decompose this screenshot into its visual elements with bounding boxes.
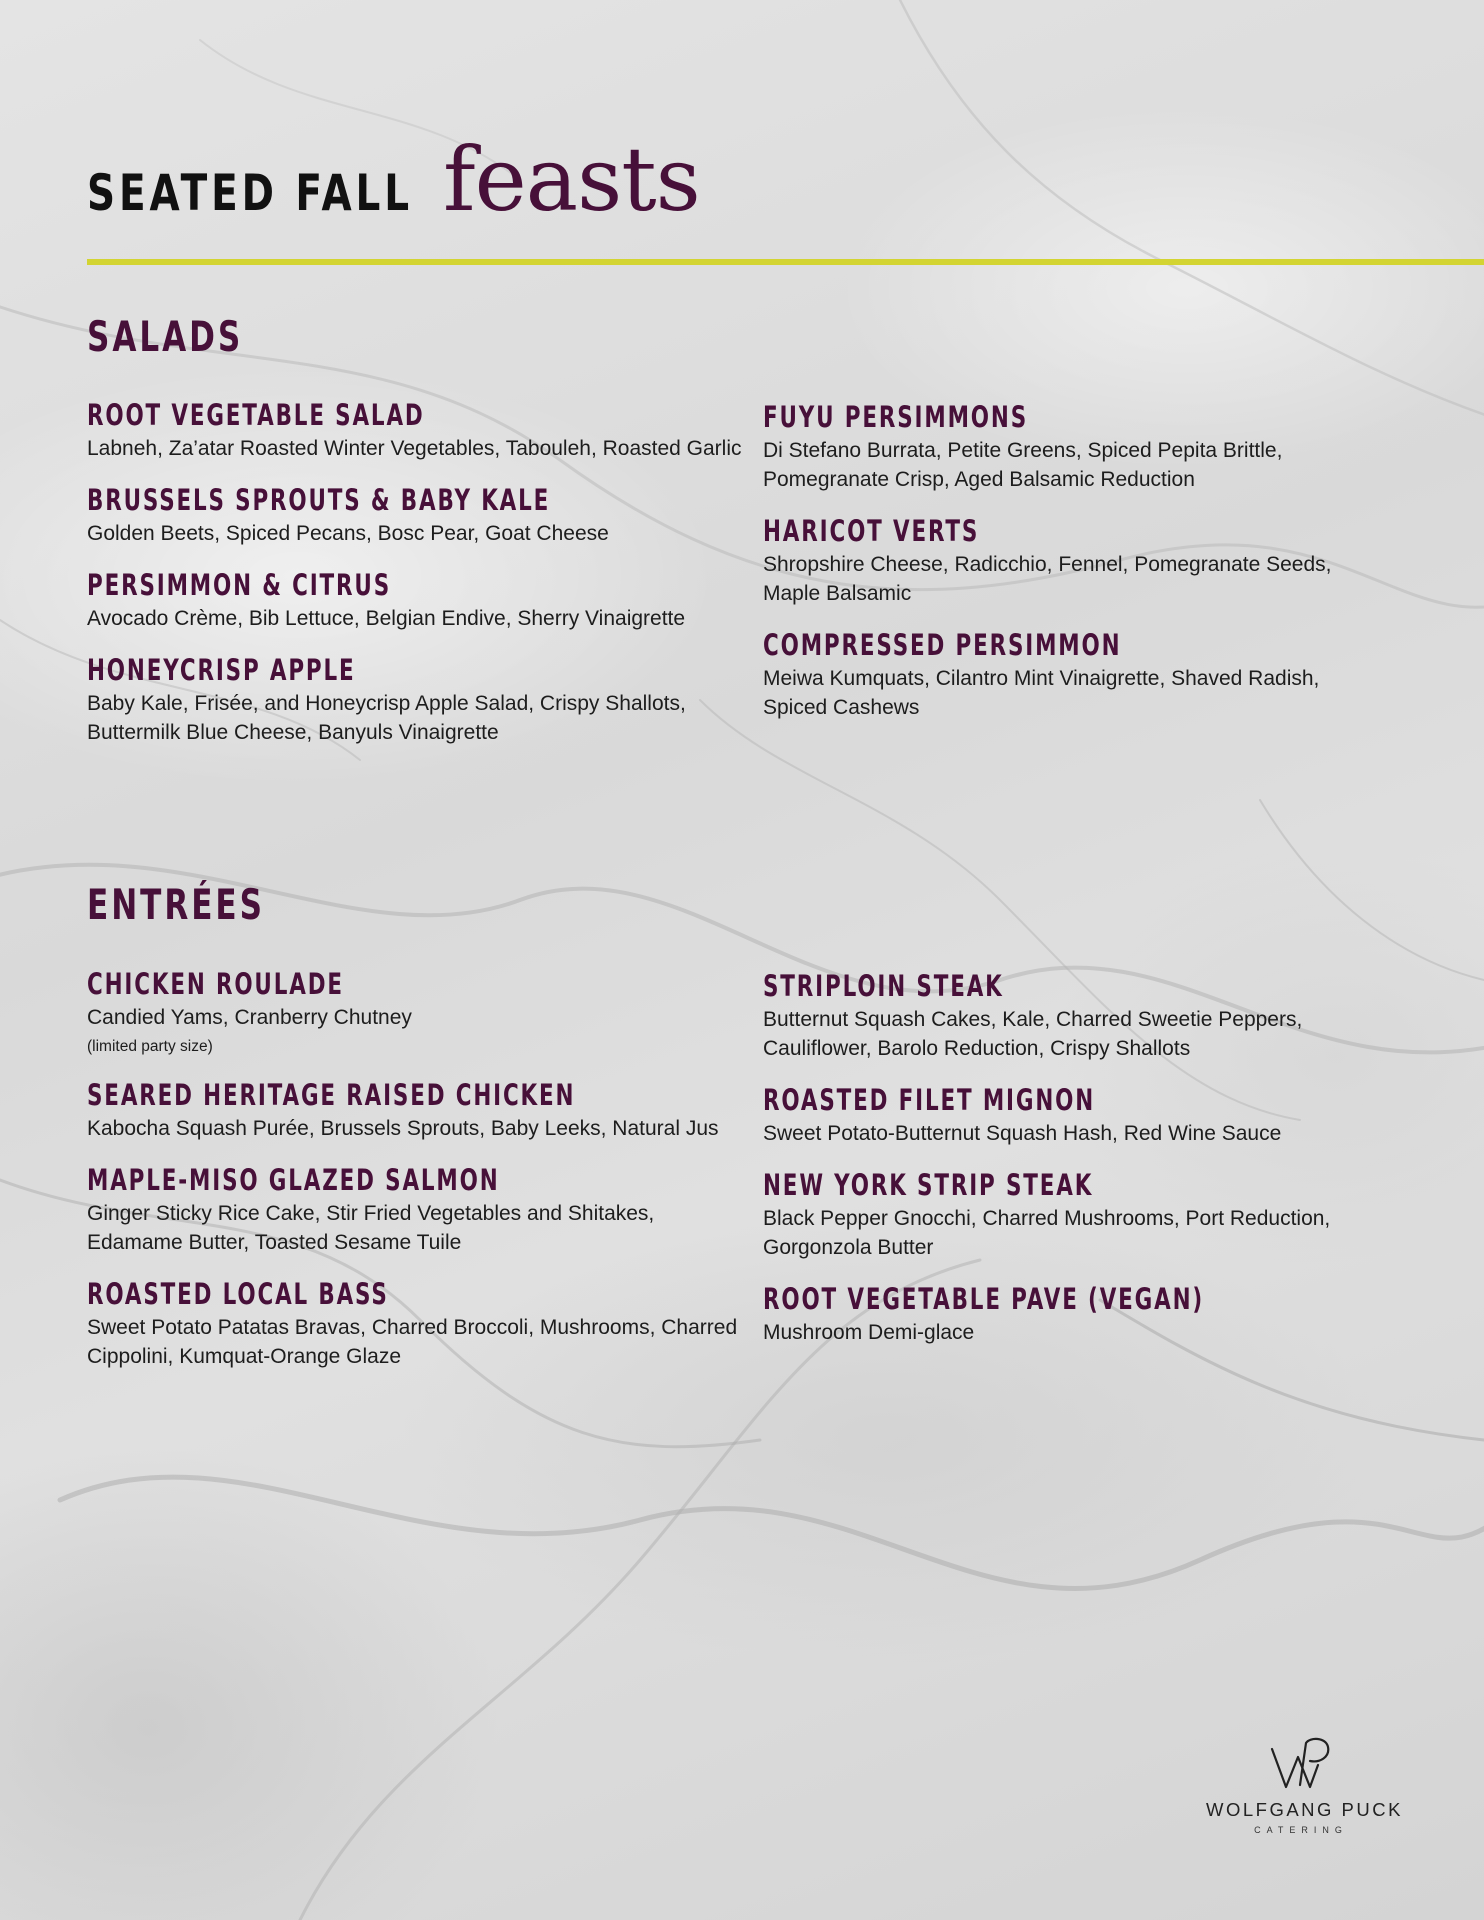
menu-item: [763, 400, 1383, 494]
item-name: HONEYCRISP APPLE: [87, 653, 356, 687]
item-description: Kabocha Squash Purée, Brussels Sprouts, Baby Leeks, Natural Jus: [87, 1117, 719, 1140]
item-description: Di Stefano Burrata, Petite Greens, Spiced Pepita Brittle, Pomegranate Crisp, Aged Balsamic Reduction: [763, 439, 1283, 491]
item-name: ROOT VEGETABLE SALAD: [87, 398, 425, 432]
item-description: Baby Kale, Frisée, and Honeycrisp Apple Salad, Crispy Shallots, Buttermilk Blue Cheese, Banyuls Vinaigrette: [87, 692, 686, 744]
title-prefix: SEATED FALL: [87, 164, 414, 222]
item-description: Meiwa Kumquats, Cilantro Mint Vinaigrette, Shaved Radish, Spiced Cashews: [763, 667, 1320, 719]
item-description: Golden Beets, Spiced Pecans, Bosc Pear, Goat Cheese: [87, 522, 609, 545]
item-name: CHICKEN ROULADE: [87, 967, 344, 1001]
item-name: ROOT VEGETABLE PAVE (VEGAN): [763, 1282, 1205, 1316]
item-name: BRUSSELS SPROUTS & BABY KALE: [87, 483, 551, 517]
item-name: NEW YORK STRIP STEAK: [763, 1168, 1094, 1202]
item-description: Ginger Sticky Rice Cake, Stir Fried Vegetables and Shitakes, Edamame Butter, Toasted Sesame Tuile: [87, 1202, 655, 1254]
menu-item: [87, 1163, 747, 1257]
entrees-right-column: [763, 969, 1383, 1369]
wolfgang-puck-logo: [1206, 1735, 1403, 1835]
salads-heading: SALADS: [87, 312, 244, 361]
wp-monogram-icon: [1266, 1735, 1336, 1793]
item-description: Avocado Crème, Bib Lettuce, Belgian Endive, Sherry Vinaigrette: [87, 607, 686, 630]
item-name: SEARED HERITAGE RAISED CHICKEN: [87, 1078, 576, 1112]
menu-item: [87, 1078, 747, 1143]
item-description: Black Pepper Gnocchi, Charred Mushrooms, Port Reduction, Gorgonzola Butter: [763, 1207, 1331, 1259]
item-name: FUYU PERSIMMONS: [763, 400, 1029, 434]
menu-item: [87, 398, 747, 463]
item-name: COMPRESSED PERSIMMON: [763, 628, 1122, 662]
page-title: [87, 128, 700, 231]
item-description: Sweet Potato-Butternut Squash Hash, Red Wine Sauce: [763, 1122, 1282, 1145]
menu-item: [763, 1282, 1383, 1347]
menu-item: [87, 1277, 747, 1371]
menu-item: [763, 514, 1383, 608]
title-script: feasts: [443, 128, 700, 231]
menu-item: [763, 969, 1383, 1063]
title-divider: [87, 259, 1484, 265]
item-name: ROASTED LOCAL BASS: [87, 1277, 389, 1311]
salads-right-column: [763, 400, 1383, 744]
item-description: Shropshire Cheese, Radicchio, Fennel, Pomegranate Seeds, Maple Balsamic: [763, 553, 1332, 605]
entrees-left-column: [87, 967, 747, 1393]
menu-item: [87, 568, 747, 633]
item-description: Mushroom Demi-glace: [763, 1321, 975, 1344]
logo-name: WOLFGANG PUCK: [1206, 1799, 1403, 1820]
item-name: PERSIMMON & CITRUS: [87, 568, 392, 602]
item-description: Candied Yams, Cranberry Chutney: [87, 1006, 412, 1029]
menu-item: [763, 1083, 1383, 1148]
item-name: MAPLE-MISO GLAZED SALMON: [87, 1163, 500, 1197]
item-name: STRIPLOIN STEAK: [763, 969, 1004, 1003]
salads-left-column: [87, 398, 747, 769]
menu-item: [87, 967, 747, 1060]
logo-subtitle: CATERING: [1254, 1825, 1348, 1835]
item-description: Labneh, Za’atar Roasted Winter Vegetables, Tabouleh, Roasted Garlic: [87, 437, 742, 460]
item-description: Sweet Potato Patatas Bravas, Charred Broccoli, Mushrooms, Charred Cippolini, Kumquat-Orange Glaze: [87, 1316, 738, 1368]
item-name: ROASTED FILET MIGNON: [763, 1083, 1096, 1117]
menu-item: [87, 483, 747, 548]
menu-item: [87, 653, 747, 747]
item-name: HARICOT VERTS: [763, 514, 980, 548]
item-description: Butternut Squash Cakes, Kale, Charred Sweetie Peppers, Cauliflower, Barolo Reduction, Crispy Shallots: [763, 1008, 1303, 1060]
menu-item: [763, 628, 1383, 722]
item-note: (limited party size): [87, 1038, 213, 1055]
menu-item: [763, 1168, 1383, 1262]
entrees-heading: ENTRÉES: [87, 880, 265, 929]
